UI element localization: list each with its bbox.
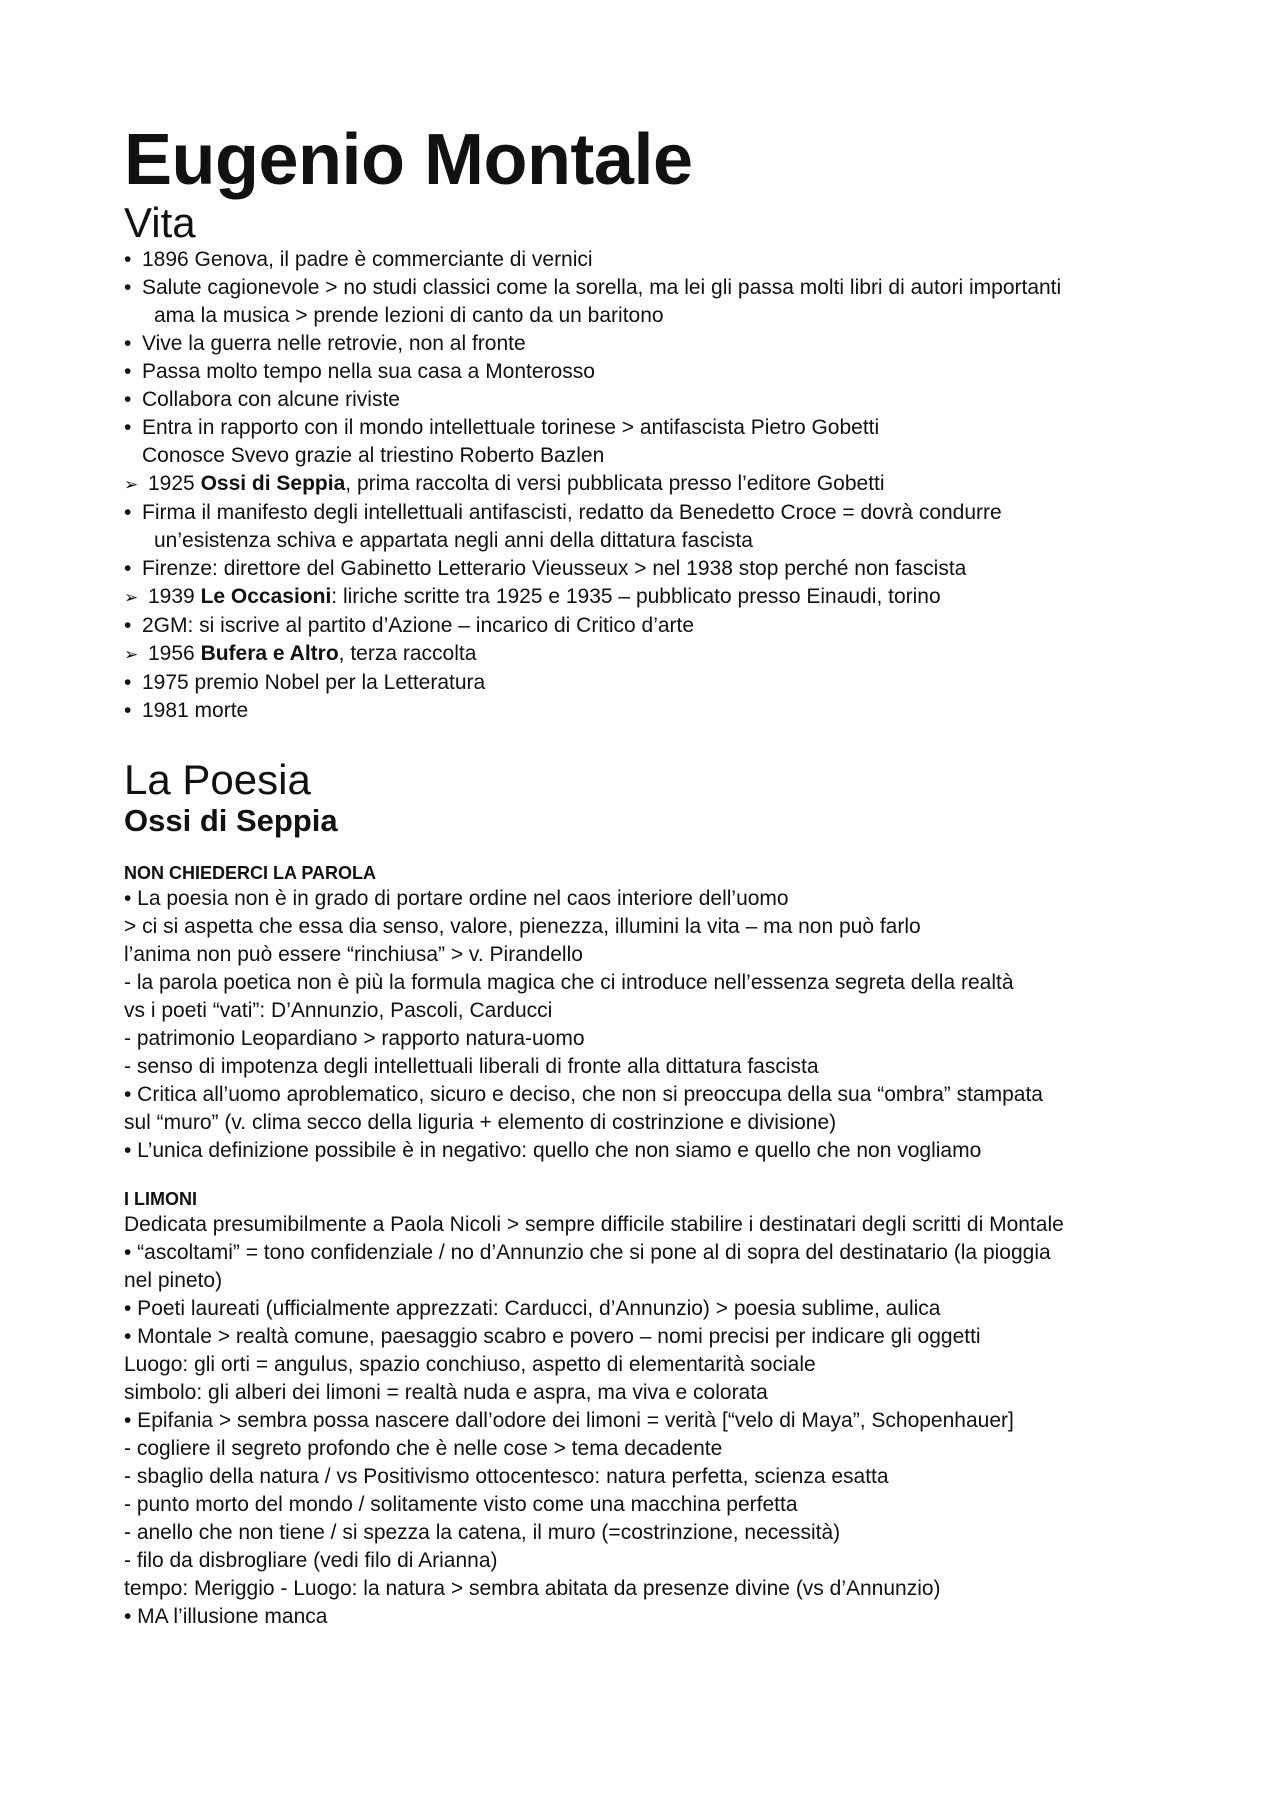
arrow-icon: ➢ [124, 645, 139, 665]
section-heading-vita: Vita [124, 199, 196, 246]
note-line: - la parola poetica non è più la formula magica che ci introduce nell’essenza segreta della realtà [124, 971, 1014, 994]
list-item: • Salute cagionevole > no studi classici come la sorella, ma lei gli passa molti libri di autori importanti [124, 276, 1062, 299]
note-line: l’anima non può essere “rinchiusa” > v. Pirandello [124, 943, 583, 966]
note-line: • Montale > realtà comune, paesaggio scabro e povero – nomi precisi per indicare gli oggetti [124, 1325, 981, 1348]
list-item: • Entra in rapporto con il mondo intellettuale torinese > antifascista Pietro Gobetti [124, 416, 880, 439]
note-line: • “ascoltami” = tono confidenziale / no d’Annunzio che si pone al di sopra del destinatario (la pioggia [124, 1241, 1051, 1264]
list-item: • 1896 Genova, il padre è commerciante di vernici [124, 248, 593, 271]
list-item-continuation: un’esistenza schiva e appartata negli anni della dittatura fascista [154, 529, 753, 552]
subsection-heading-ossi: Ossi di Seppia [124, 803, 338, 838]
list-item: • 1975 premio Nobel per la Letteratura [124, 671, 486, 694]
note-line: • Poeti laureati (ufficialmente apprezzati: Carducci, d’Annunzio) > poesia sublime, aulica [124, 1297, 941, 1320]
list-item-publication: ➢ 1925 Ossi di Seppia, prima raccolta di versi pubblicata presso l’editore Gobetti [124, 470, 1164, 499]
list-item-continuation: Conosce Svevo grazie al triestino Roberto Bazlen [142, 444, 605, 467]
note-line: - senso di impotenza degli intellettuali liberali di fronte alla dittatura fascista [124, 1055, 819, 1078]
note-line: vs i poeti “vati”: D’Annunzio, Pascoli, Carducci [124, 999, 553, 1022]
page-title: Eugenio Montale [124, 120, 693, 200]
poem-heading-non-chiederci: NON CHIEDERCI LA PAROLA [124, 863, 376, 883]
note-line: - anello che non tiene / si spezza la catena, il muro (=costrinzione, necessità) [124, 1521, 841, 1544]
list-item: • 1981 morte [124, 699, 249, 722]
document-page [124, 120, 1164, 1631]
list-item: • Firenze: direttore del Gabinetto Letterario Vieusseux > nel 1938 stop perché non fascista [124, 557, 967, 580]
list-item-continuation: ama la musica > prende lezioni di canto da un baritono [154, 304, 664, 327]
poem-heading-limoni: I LIMONI [124, 1189, 197, 1209]
note-line: - cogliere il segreto profondo che è nelle cose > tema decadente [124, 1437, 723, 1460]
note-line: simbolo: gli alberi dei limoni = realtà nuda e aspra, ma viva e colorata [124, 1381, 768, 1404]
note-line: Luogo: gli orti = angulus, spazio conchiuso, aspetto di elementarità sociale [124, 1353, 816, 1376]
section-heading-poesia: La Poesia [124, 756, 311, 803]
arrow-icon: ➢ [124, 475, 139, 495]
note-line: - patrimonio Leopardiano > rapporto natura-uomo [124, 1027, 585, 1050]
note-line: tempo: Meriggio - Luogo: la natura > sembra abitata da presenze divine (vs d’Annunzio) [124, 1577, 941, 1600]
note-line: • MA l’illusione manca [124, 1605, 328, 1628]
arrow-icon: ➢ [124, 588, 139, 608]
note-line: • L’unica definizione possibile è in negativo: quello che non siamo e quello che non vogliamo [124, 1139, 982, 1162]
list-item-publication: ➢ 1956 Bufera e Altro, terza raccolta [124, 640, 1164, 669]
note-line: • Epifania > sembra possa nascere dall’odore dei limoni = verità [“velo di Maya”, Schopenhauer] [124, 1409, 1014, 1432]
list-item: • 2GM: si iscrive al partito d’Azione – incarico di Critico d’arte [124, 614, 695, 637]
list-item: • Vive la guerra nelle retrovie, non al fronte [124, 332, 526, 355]
list-item: • Passa molto tempo nella sua casa a Monterosso [124, 360, 595, 383]
note-line: - punto morto del mondo / solitamente visto come una macchina perfetta [124, 1493, 798, 1516]
limoni-notes [124, 1211, 1164, 1631]
note-line: • La poesia non è in grado di portare ordine nel caos interiore dell’uomo [124, 887, 789, 910]
note-line: sul “muro” (v. clima secco della liguria + elemento di costrinzione e divisione) [124, 1111, 837, 1134]
note-line: - sbaglio della natura / vs Positivismo ottocentesco: natura perfetta, scienza esatta [124, 1465, 889, 1488]
note-line: nel pineto) [124, 1269, 223, 1292]
note-line: Dedicata presumibilmente a Paola Nicoli > sempre difficile stabilire i destinatari degli scritti di Montale [124, 1213, 1064, 1236]
note-line: • Critica all’uomo aproblematico, sicuro e deciso, che non si preoccupa della sua “ombra” stampata [124, 1083, 1043, 1106]
non-chiederci-notes [124, 885, 1164, 1165]
list-item: • Collabora con alcune riviste [124, 388, 400, 411]
vita-list [124, 246, 1164, 725]
list-item-publication: ➢ 1939 Le Occasioni: liriche scritte tra 1925 e 1935 – pubblicato presso Einaudi, torino [124, 583, 1164, 612]
list-item: • Firma il manifesto degli intellettuali antifascisti, redatto da Benedetto Croce = dovrà condurre [124, 501, 1002, 524]
note-line: - filo da disbrogliare (vedi filo di Arianna) [124, 1549, 498, 1572]
note-line: > ci si aspetta che essa dia senso, valore, pienezza, illumini la vita – ma non può farlo [124, 915, 921, 938]
